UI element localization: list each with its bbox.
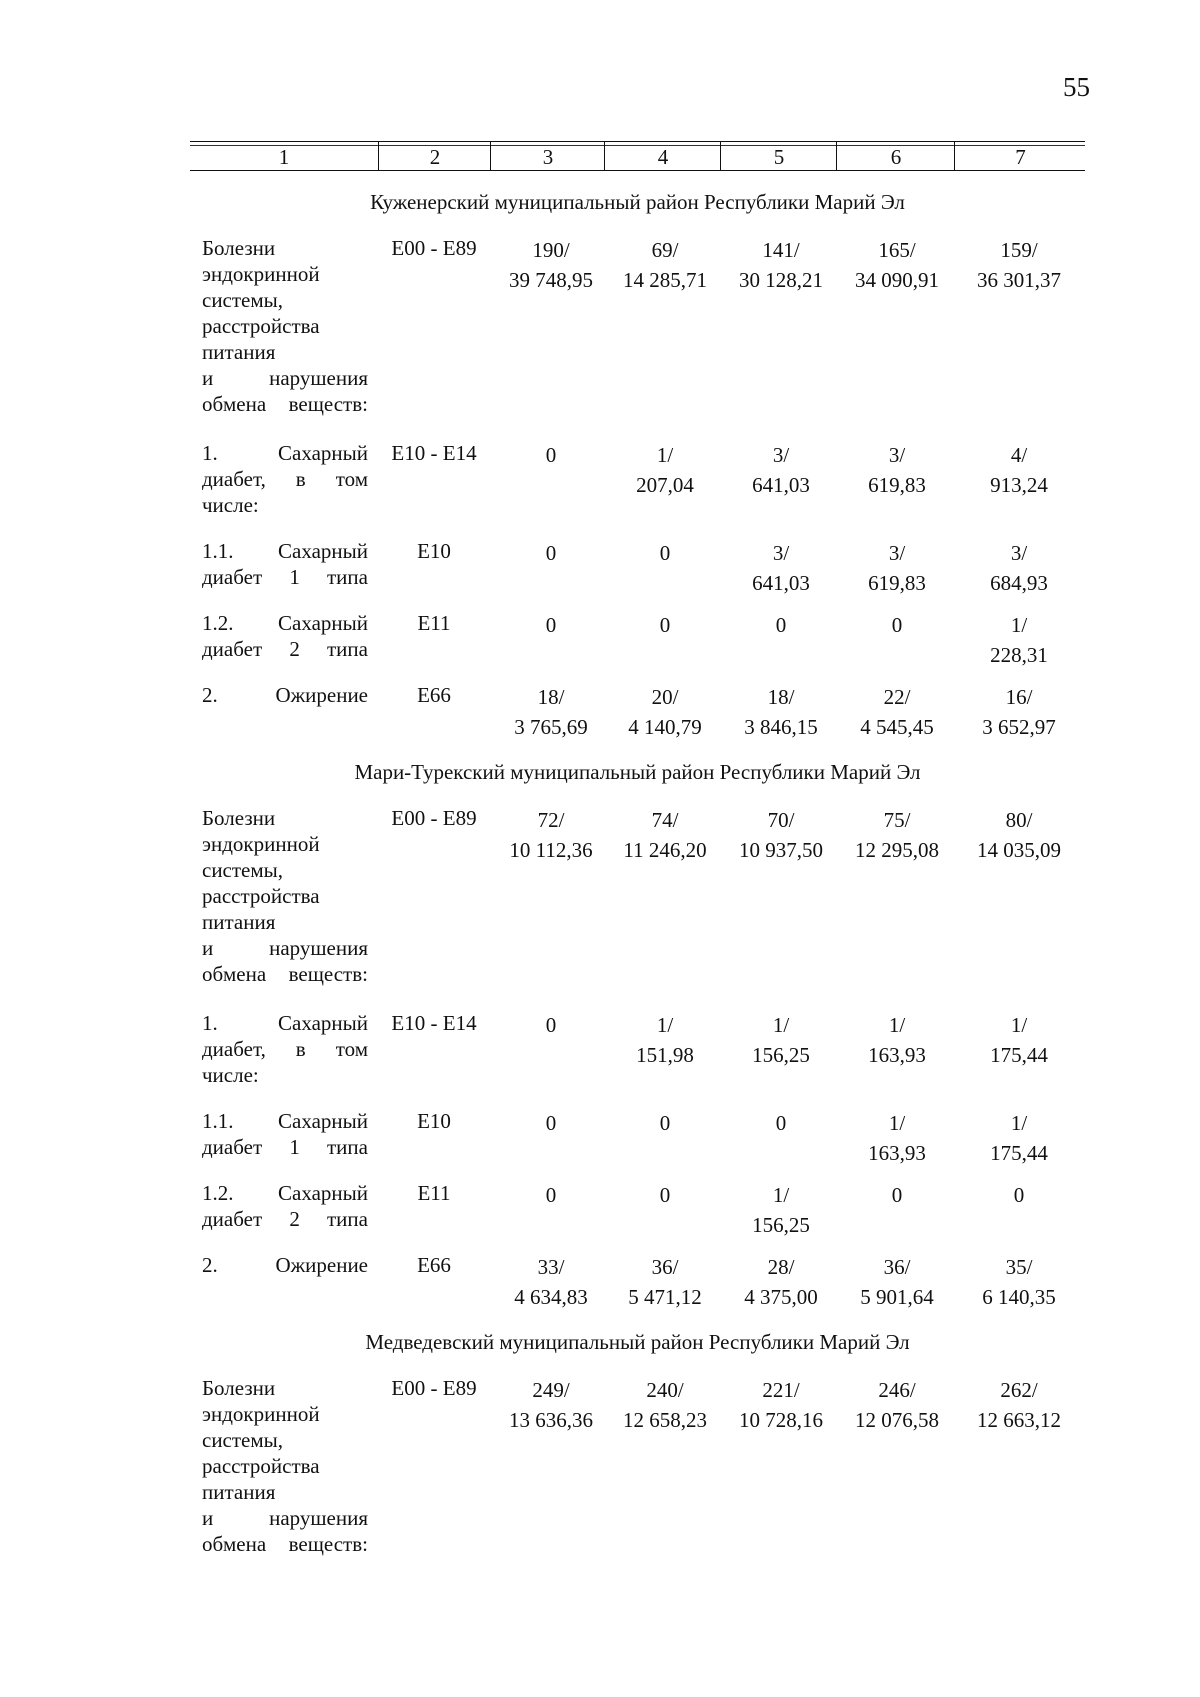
row-name-line: питания (202, 910, 276, 934)
rate-per-100k (605, 568, 725, 598)
value-cell (721, 440, 841, 500)
rate-per-100k (491, 640, 611, 670)
value-cell (721, 682, 841, 742)
value-cell (491, 538, 611, 598)
rate-per-100k (605, 1138, 725, 1168)
row-name (202, 1108, 368, 1160)
rate-per-100k: 4 545,45 (860, 715, 934, 739)
case-count: 3/ (888, 541, 906, 565)
rate-per-100k (837, 1210, 957, 1240)
rate-per-100k: 228,31 (990, 643, 1048, 667)
value-cell (959, 1375, 1079, 1435)
row-name-line: Болезни (202, 806, 276, 830)
row-name-line: диабет 2 типа (202, 1207, 368, 1231)
row-name-line: Болезни (202, 1376, 276, 1400)
rate-per-100k: 641,03 (752, 473, 810, 497)
case-count: 1/ (656, 1013, 674, 1037)
rate-per-100k: 36 301,37 (977, 268, 1061, 292)
row-name-line: 1.2. Сахарный (202, 1181, 368, 1205)
rate-per-100k: 14 285,71 (623, 268, 707, 292)
icd-code: Е11 (417, 611, 451, 635)
row-name-line: 1.2. Сахарный (202, 611, 368, 635)
icd-code: Е00 - Е89 (391, 236, 477, 260)
rate-per-100k: 619,83 (868, 571, 926, 595)
rate-per-100k: 12 076,58 (855, 1408, 939, 1432)
rate-per-100k: 14 035,09 (977, 838, 1061, 862)
rate-per-100k: 12 663,12 (977, 1408, 1061, 1432)
case-count: 28/ (767, 1255, 795, 1279)
rate-per-100k: 10 937,50 (739, 838, 823, 862)
rate-per-100k: 3 765,69 (514, 715, 588, 739)
row-name-line: 1. Сахарный (202, 1011, 368, 1035)
case-count: 0 (545, 613, 557, 637)
case-count: 3/ (888, 443, 906, 467)
rate-per-100k (491, 1210, 611, 1240)
row-name-line: обмена веществ: (202, 962, 368, 986)
page-number: 55 (1063, 72, 1090, 102)
case-count: 80/ (1005, 808, 1033, 832)
rate-per-100k: 641,03 (752, 571, 810, 595)
icd-code: Е00 - Е89 (391, 1376, 477, 1400)
row-name-line: расстройства (202, 884, 320, 908)
case-count: 0 (775, 613, 787, 637)
rate-per-100k (721, 640, 841, 670)
value-cell (605, 235, 725, 295)
value-cell (959, 1010, 1079, 1070)
case-count: 159/ (1000, 238, 1038, 262)
row-name-line: 1. Сахарный (202, 441, 368, 465)
rate-per-100k: 5 901,64 (860, 1285, 934, 1309)
case-count: 0 (545, 1111, 557, 1135)
section-title: Куженерский муниципальный район Республики Марий Эл (370, 190, 905, 214)
value-cell (721, 805, 841, 865)
value-cell (491, 235, 611, 295)
case-count: 16/ (1005, 685, 1033, 709)
value-cell (491, 1252, 611, 1312)
value-cell (837, 538, 957, 598)
value-cell (721, 1375, 841, 1435)
icd-code: Е10 - Е14 (391, 1011, 477, 1035)
case-count: 3/ (1010, 541, 1028, 565)
value-cell (837, 805, 957, 865)
case-count: 0 (659, 1183, 671, 1207)
value-cell (605, 805, 725, 865)
case-count: 1/ (656, 443, 674, 467)
case-count: 246/ (878, 1378, 916, 1402)
row-name-line: расстройства (202, 1454, 320, 1478)
row-name (202, 682, 368, 708)
case-count: 165/ (878, 238, 916, 262)
value-cell (959, 1108, 1079, 1168)
case-count: 0 (659, 613, 671, 637)
case-count: 4/ (1010, 443, 1028, 467)
case-count: 69/ (651, 238, 679, 262)
rate-per-100k: 163,93 (868, 1043, 926, 1067)
value-cell (721, 235, 841, 295)
case-count: 75/ (883, 808, 911, 832)
row-name (202, 235, 368, 417)
rate-per-100k: 34 090,91 (855, 268, 939, 292)
rate-per-100k (959, 1210, 1079, 1240)
rate-per-100k: 175,44 (990, 1141, 1048, 1165)
rate-per-100k: 39 748,95 (509, 268, 593, 292)
value-cell (605, 682, 725, 742)
value-cell (959, 610, 1079, 670)
case-count: 1/ (888, 1111, 906, 1135)
value-cell (605, 538, 725, 598)
case-count: 141/ (762, 238, 800, 262)
case-count: 221/ (762, 1378, 800, 1402)
row-name-line: и нарушения (202, 366, 368, 390)
case-count: 0 (1013, 1183, 1025, 1207)
value-cell (837, 682, 957, 742)
column-header-row (190, 141, 1085, 171)
row-name-line: и нарушения (202, 1506, 368, 1530)
rate-per-100k (491, 1040, 611, 1070)
value-cell (959, 805, 1079, 865)
row-name-line: системы, (202, 858, 284, 882)
case-count: 0 (545, 1013, 557, 1037)
case-count: 36/ (883, 1255, 911, 1279)
value-cell (959, 1180, 1079, 1240)
case-count: 0 (545, 443, 557, 467)
value-cell (605, 1180, 725, 1240)
case-count: 3/ (772, 443, 790, 467)
value-cell (837, 1252, 957, 1312)
column-header-7: 7 (954, 142, 1086, 170)
row-name-line: эндокринной (202, 832, 320, 856)
rate-per-100k: 163,93 (868, 1141, 926, 1165)
value-cell (491, 610, 611, 670)
rate-per-100k: 3 846,15 (744, 715, 818, 739)
value-cell (491, 1375, 611, 1435)
row-name (202, 1010, 368, 1088)
column-header-6: 6 (836, 142, 955, 170)
case-count: 20/ (651, 685, 679, 709)
row-name (202, 538, 368, 590)
row-name-line: системы, (202, 1428, 284, 1452)
value-cell (721, 1252, 841, 1312)
case-count: 1/ (1010, 1111, 1028, 1135)
section-title: Мари-Турекский муниципальный район Республики Марий Эл (354, 760, 921, 784)
case-count: 0 (659, 1111, 671, 1135)
case-count: 190/ (532, 238, 570, 262)
case-count: 18/ (767, 685, 795, 709)
value-cell (605, 440, 725, 500)
rate-per-100k (491, 470, 611, 500)
rate-per-100k (491, 568, 611, 598)
rate-per-100k: 10 112,36 (509, 838, 593, 862)
case-count: 70/ (767, 808, 795, 832)
value-cell (605, 610, 725, 670)
row-name (202, 1180, 368, 1232)
case-count: 74/ (651, 808, 679, 832)
value-cell (837, 610, 957, 670)
value-cell (959, 440, 1079, 500)
row-name-line: 1.1. Сахарный (202, 1109, 368, 1133)
row-name-line: числе: (202, 1063, 259, 1087)
value-cell (605, 1010, 725, 1070)
case-count: 262/ (1000, 1378, 1038, 1402)
icd-code: Е10 - Е14 (391, 441, 477, 465)
case-count: 22/ (883, 685, 911, 709)
value-cell (491, 1108, 611, 1168)
rate-per-100k: 3 652,97 (982, 715, 1056, 739)
value-cell (837, 1375, 957, 1435)
value-cell (491, 440, 611, 500)
case-count: 0 (891, 613, 903, 637)
value-cell (837, 235, 957, 295)
case-count: 0 (891, 1183, 903, 1207)
row-name-line: питания (202, 340, 276, 364)
value-cell (721, 1180, 841, 1240)
rate-per-100k: 207,04 (636, 473, 694, 497)
row-name-line: 1.1. Сахарный (202, 539, 368, 563)
value-cell (959, 682, 1079, 742)
value-cell (837, 440, 957, 500)
row-name-line: диабет, в том (202, 1037, 368, 1061)
case-count: 240/ (646, 1378, 684, 1402)
rate-per-100k: 156,25 (752, 1043, 810, 1067)
case-count: 1/ (1010, 613, 1028, 637)
row-name-line: эндокринной (202, 1402, 320, 1426)
case-count: 0 (545, 541, 557, 565)
row-name-line: диабет 1 типа (202, 565, 368, 589)
row-name (202, 610, 368, 662)
value-cell (605, 1375, 725, 1435)
column-header-2: 2 (378, 142, 491, 170)
rate-per-100k (605, 640, 725, 670)
rate-per-100k: 175,44 (990, 1043, 1048, 1067)
rate-per-100k: 11 246,20 (623, 838, 707, 862)
row-name (202, 440, 368, 518)
rate-per-100k: 12 295,08 (855, 838, 939, 862)
row-name-line: обмена веществ: (202, 392, 368, 416)
row-name-line: 2. Ожирение (202, 1253, 368, 1277)
column-header-4: 4 (604, 142, 721, 170)
rate-per-100k: 684,93 (990, 571, 1048, 595)
row-name-line: Болезни (202, 236, 276, 260)
value-cell (721, 610, 841, 670)
value-cell (721, 538, 841, 598)
column-header-3: 3 (490, 142, 605, 170)
row-name-line: обмена веществ: (202, 1532, 368, 1556)
value-cell (491, 1010, 611, 1070)
icd-code: Е11 (417, 1181, 451, 1205)
case-count: 35/ (1005, 1255, 1033, 1279)
row-name-line: эндокринной (202, 262, 320, 286)
case-count: 18/ (537, 685, 565, 709)
value-cell (959, 235, 1079, 295)
rate-per-100k: 6 140,35 (982, 1285, 1056, 1309)
rate-per-100k: 5 471,12 (628, 1285, 702, 1309)
value-cell (959, 538, 1079, 598)
rate-per-100k (721, 1138, 841, 1168)
case-count: 3/ (772, 541, 790, 565)
value-cell (491, 805, 611, 865)
rate-per-100k (605, 1210, 725, 1240)
icd-code: Е66 (417, 1253, 451, 1277)
row-name (202, 1252, 368, 1278)
value-cell (959, 1252, 1079, 1312)
rate-per-100k: 4 140,79 (628, 715, 702, 739)
icd-code: Е10 (417, 1109, 451, 1133)
row-name-line: 2. Ожирение (202, 683, 368, 707)
rate-per-100k (491, 1138, 611, 1168)
rate-per-100k: 12 658,23 (623, 1408, 707, 1432)
value-cell (721, 1108, 841, 1168)
value-cell (605, 1108, 725, 1168)
rate-per-100k: 4 634,83 (514, 1285, 588, 1309)
row-name-line: диабет, в том (202, 467, 368, 491)
case-count: 0 (775, 1111, 787, 1135)
column-header-1: 1 (278, 145, 290, 169)
value-cell (837, 1108, 957, 1168)
value-cell (837, 1180, 957, 1240)
row-name-line: диабет 1 типа (202, 1135, 368, 1159)
rate-per-100k: 156,25 (752, 1213, 810, 1237)
row-name-line: системы, (202, 288, 284, 312)
row-name-line: диабет 2 типа (202, 637, 368, 661)
icd-code: Е00 - Е89 (391, 806, 477, 830)
case-count: 1/ (772, 1013, 790, 1037)
value-cell (491, 1180, 611, 1240)
case-count: 1/ (1010, 1013, 1028, 1037)
case-count: 1/ (888, 1013, 906, 1037)
rate-per-100k: 4 375,00 (744, 1285, 818, 1309)
icd-code: Е66 (417, 683, 451, 707)
rate-per-100k (837, 640, 957, 670)
case-count: 1/ (772, 1183, 790, 1207)
case-count: 0 (545, 1183, 557, 1207)
icd-code: Е10 (417, 539, 451, 563)
case-count: 33/ (537, 1255, 565, 1279)
column-header-5: 5 (720, 142, 837, 170)
row-name-line: питания (202, 1480, 276, 1504)
section-title: Медведевский муниципальный район Республики Марий Эл (365, 1330, 910, 1354)
rate-per-100k: 151,98 (636, 1043, 694, 1067)
case-count: 36/ (651, 1255, 679, 1279)
case-count: 72/ (537, 808, 565, 832)
row-name-line: и нарушения (202, 936, 368, 960)
rate-per-100k: 13 636,36 (509, 1408, 593, 1432)
value-cell (837, 1010, 957, 1070)
rate-per-100k: 913,24 (990, 473, 1048, 497)
case-count: 0 (659, 541, 671, 565)
rate-per-100k: 10 728,16 (739, 1408, 823, 1432)
value-cell (605, 1252, 725, 1312)
value-cell (491, 682, 611, 742)
row-name (202, 805, 368, 987)
row-name-line: расстройства (202, 314, 320, 338)
row-name (202, 1375, 368, 1557)
rate-per-100k: 30 128,21 (739, 268, 823, 292)
row-name-line: числе: (202, 493, 259, 517)
case-count: 249/ (532, 1378, 570, 1402)
value-cell (721, 1010, 841, 1070)
rate-per-100k: 619,83 (868, 473, 926, 497)
